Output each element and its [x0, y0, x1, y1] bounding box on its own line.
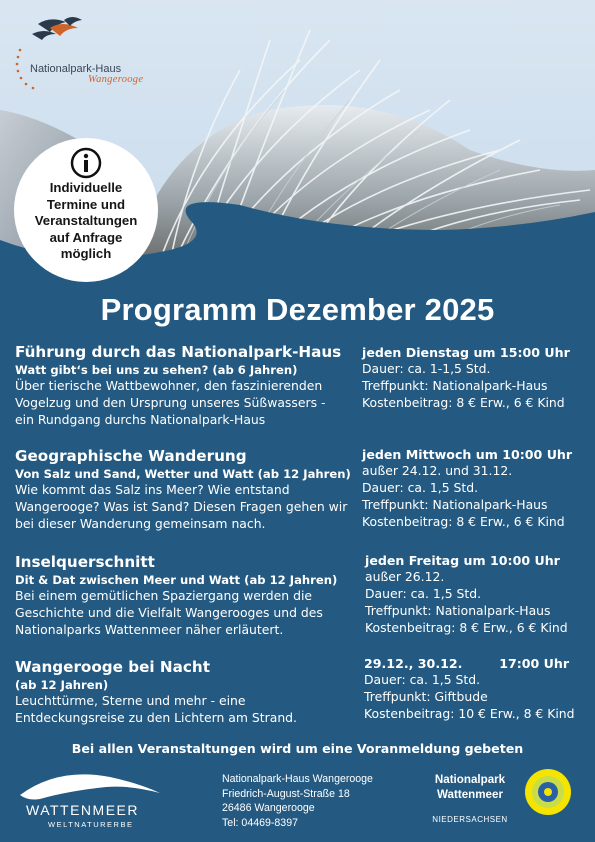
event-details-4 — [364, 655, 595, 723]
event-time: 17:00 Uhr — [499, 656, 570, 671]
wattenmeer-title: WATTENMEER — [26, 802, 139, 818]
page-title: Programm Dezember 2025 — [100, 292, 495, 327]
event-when: jeden Mittwoch um 10:00 Uhr — [362, 447, 573, 462]
event-details: außer 26.12. Dauer: ca. 1,5 Std. Treffpunkt: Nationalpark-Haus Kostenbeitrag: 8 € Erw., 6 € Kind — [365, 569, 568, 635]
event-title: Wangerooge bei Nacht — [15, 658, 210, 676]
event-subtitle: Watt gibt‘s bei uns zu sehen? (ab 6 Jahren) — [15, 363, 298, 377]
event-subtitle: (ab 12 Jahren) — [15, 678, 109, 692]
event-description: Über tierische Wattbewohner, den faszinierenden Vogelzug und den Ursprung unseres Süßwassers - ein Rundgang durchs Nationalpark-Haus — [15, 378, 326, 427]
address-block: Nationalpark-Haus Wangerooge Friedrich-August-Straße 18 26486 Wangerooge Tel: 04469-8397 — [222, 773, 373, 829]
event-details: Dauer: ca. 1-1,5 Std. Treffpunkt: Nationalpark-Haus Kostenbeitrag: 8 € Erw., 6 € Kind — [362, 361, 565, 410]
event-when: jeden Dienstag um 15:00 Uhr — [362, 345, 570, 360]
region-label: NIEDERSACHSEN — [432, 815, 508, 824]
event-dates: 29.12., 30.12. — [364, 656, 463, 671]
event-details-2 — [362, 446, 595, 531]
nationalpark-circle-logo-icon — [523, 767, 573, 817]
event-subtitle: Von Salz und Sand, Wetter und Watt (ab 12 Jahren) — [15, 467, 351, 481]
event-block-2 — [15, 447, 360, 533]
event-title: Führung durch das Nationalpark-Haus — [15, 343, 342, 361]
event-when: jeden Freitag um 10:00 Uhr — [365, 553, 560, 568]
event-when — [364, 655, 595, 672]
event-subtitle: Dit & Dat zwischen Meer und Watt (ab 12 Jahren) — [15, 573, 338, 587]
event-description: Leuchttürme, Sterne und mehr - eine Entdeckungsreise zu den Lichtern am Strand. — [15, 693, 297, 725]
event-description: Wie kommt das Salz ins Meer? Wie entstand Wangerooge? Was ist Sand? Diesen Fragen gehen wir bei dieser Wanderung gemeinsam nach. — [15, 482, 348, 531]
event-block-3 — [15, 553, 360, 639]
info-badge — [14, 138, 158, 282]
event-description: Bei einem gemütlichen Spaziergang werden die Geschichte und die Vielfalt Wangerooges und des Nationalparks Wattenmeer näher erläutert. — [15, 588, 323, 637]
org-place: Wangerooge — [88, 74, 144, 85]
event-title: Inselquerschnitt — [15, 553, 155, 571]
event-details-3 — [365, 552, 595, 637]
nationalpark-wattenmeer-title: Nationalpark Wattenmeer — [434, 773, 506, 801]
event-details: außer 24.12. und 31.12. Dauer: ca. 1,5 Std. Treffpunkt: Nationalpark-Haus Kostenbeitrag: 8 € Erw., 6 € Kind — [362, 463, 565, 529]
event-details-1 — [362, 344, 595, 412]
event-block-4 — [15, 658, 360, 727]
event-block-1 — [15, 343, 360, 429]
registration-notice: Bei allen Veranstaltungen wird um eine Voranmeldung gebeten — [71, 741, 524, 756]
event-details: Dauer: ca. 1,5 Std. Treffpunkt: Giftbude Kostenbeitrag: 10 € Erw., 8 € Kind — [364, 672, 575, 721]
event-title: Geographische Wanderung — [15, 447, 247, 465]
info-icon — [70, 147, 102, 179]
info-badge-text: Individuelle Termine und Veranstaltungen auf Anfrage möglich — [34, 180, 138, 261]
org-name: Nationalpark-Haus — [30, 63, 122, 75]
nationalpark-haus-logo — [6, 10, 176, 90]
wattenmeer-subtitle: WELTNATURERBE — [48, 820, 134, 829]
